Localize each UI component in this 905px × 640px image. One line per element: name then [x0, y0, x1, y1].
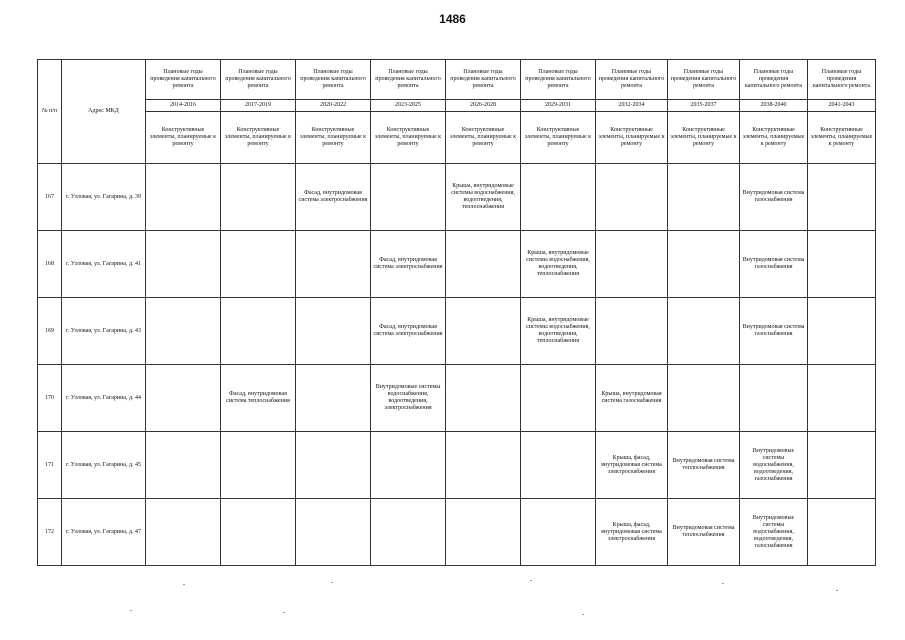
row-period-cell: [296, 365, 371, 432]
row-period-cell: [808, 231, 876, 298]
row-period-cell: Внутридомовая система теплоснабжения: [668, 432, 740, 499]
row-number: 168: [38, 231, 62, 298]
table-row: [38, 365, 876, 432]
header-elements-label: Конструктивные элементы, планируемые к ремонту: [740, 112, 808, 164]
row-number: 172: [38, 499, 62, 566]
row-period-cell: Крыша, фасад, внутридомовая система электроснабжения: [596, 499, 668, 566]
row-period-cell: Фасад, внутридомовая система теплоснабжения: [221, 365, 296, 432]
row-period-cell: [596, 164, 668, 231]
row-address: г. Узловая, ул. Гагарина, д. 43: [62, 298, 146, 365]
row-period-cell: [668, 164, 740, 231]
header-elements-label: Конструктивные элементы, планируемые к ремонту: [446, 112, 521, 164]
table-row: [38, 231, 876, 298]
row-period-cell: [221, 298, 296, 365]
row-period-cell: [808, 432, 876, 499]
header-period: 2023-2025: [371, 100, 446, 112]
row-period-cell: [521, 164, 596, 231]
row-number: 169: [38, 298, 62, 365]
row-period-cell: [446, 298, 521, 365]
row-period-cell: [221, 432, 296, 499]
header-col-address: Адрес МКД: [62, 60, 146, 164]
header-elements-label: Конструктивные элементы, планируемые к ремонту: [521, 112, 596, 164]
table-row: [38, 298, 876, 365]
row-period-cell: [296, 231, 371, 298]
scan-artifacts: [0, 580, 905, 630]
row-period-cell: Крыша, внутридомовые системы водоснабжения, водоотведения, теплоснабжения: [446, 164, 521, 231]
row-address: г. Узловая, ул. Гагарина, д. 45: [62, 432, 146, 499]
table-row: [38, 499, 876, 566]
row-period-cell: [296, 432, 371, 499]
row-period-cell: [446, 499, 521, 566]
row-period-cell: Внутридомовая система газоснабжения: [740, 231, 808, 298]
table-row: [38, 164, 876, 231]
header-plan-years-label: Плановые годы проведения капитального ремонта: [446, 60, 521, 100]
header-period: 2020-2022: [296, 100, 371, 112]
row-period-cell: [371, 432, 446, 499]
row-period-cell: [808, 499, 876, 566]
row-period-cell: [146, 365, 221, 432]
row-period-cell: Внутридомовые системы водоснабжения, водоотведения, газоснабжения: [740, 499, 808, 566]
header-plan-years-label: Плановые годы проведения капитального ремонта: [808, 60, 876, 100]
row-period-cell: [146, 499, 221, 566]
row-address: г. Узловая, ул. Гагарина, д. 39: [62, 164, 146, 231]
row-period-cell: [371, 499, 446, 566]
row-period-cell: [146, 231, 221, 298]
header-plan-years-label: Плановые годы проведения капитального ремонта: [668, 60, 740, 100]
row-period-cell: [146, 432, 221, 499]
header-plan-years-label: Плановые годы проведения капитального ремонта: [221, 60, 296, 100]
row-period-cell: Крыша, фасад, внутридомовая система электроснабжения: [596, 432, 668, 499]
header-period: 2041-2043: [808, 100, 876, 112]
header-period: 2014-2016: [146, 100, 221, 112]
row-period-cell: [596, 298, 668, 365]
header-period: 2029-2031: [521, 100, 596, 112]
row-period-cell: [446, 432, 521, 499]
row-period-cell: Внутридомовая система газоснабжения: [740, 298, 808, 365]
row-period-cell: [221, 164, 296, 231]
row-number: 171: [38, 432, 62, 499]
header-elements-label: Конструктивные элементы, планируемые к ремонту: [371, 112, 446, 164]
row-period-cell: [221, 231, 296, 298]
row-address: г. Узловая, ул. Гагарина, д. 41: [62, 231, 146, 298]
row-period-cell: [446, 365, 521, 432]
row-period-cell: Крыша, внутридомовые системы водоснабжения, водоотведения, теплоснабжения: [521, 298, 596, 365]
row-address: г. Узловая, ул. Гагарина, д. 47: [62, 499, 146, 566]
header-elements-label: Конструктивные элементы, планируемые к ремонту: [146, 112, 221, 164]
header-plan-years-label: Плановые годы проведения капитального ремонта: [296, 60, 371, 100]
row-period-cell: [740, 365, 808, 432]
row-period-cell: Внутридомовые системы водоснабжения, водоотведения, газоснабжения: [740, 432, 808, 499]
row-period-cell: Внутридомовая система теплоснабжения: [668, 499, 740, 566]
header-period: 2032-2034: [596, 100, 668, 112]
row-period-cell: [146, 298, 221, 365]
row-period-cell: [808, 298, 876, 365]
capital-repair-plan-table: [37, 59, 876, 566]
row-period-cell: Внутридомовая система газоснабжения: [740, 164, 808, 231]
row-period-cell: Фасад, внутридомовая система электроснабжения: [371, 298, 446, 365]
header-plan-years-label: Плановые годы проведения капитального ремонта: [371, 60, 446, 100]
header-col-num: № п/п: [38, 60, 62, 164]
table-row: [38, 432, 876, 499]
header-elements-label: Конструктивные элементы, планируемые к ремонту: [596, 112, 668, 164]
header-plan-years-label: Плановые годы проведения капитального ремонта: [740, 60, 808, 100]
header-period: 2017-2019: [221, 100, 296, 112]
row-period-cell: [668, 231, 740, 298]
header-elements-label: Конструктивные элементы, планируемые к ремонту: [221, 112, 296, 164]
row-period-cell: [371, 164, 446, 231]
row-period-cell: [446, 231, 521, 298]
row-period-cell: Крыша, внутридомовая система газоснабжения: [596, 365, 668, 432]
page-number: 1486: [439, 12, 466, 26]
row-period-cell: [668, 365, 740, 432]
row-period-cell: Фасад, внутридомовая система электроснабжения: [296, 164, 371, 231]
header-period: 2026-2028: [446, 100, 521, 112]
row-period-cell: [521, 432, 596, 499]
header-period: 2038-2040: [740, 100, 808, 112]
row-period-cell: [521, 365, 596, 432]
row-period-cell: [146, 164, 221, 231]
header-period: 2035-2037: [668, 100, 740, 112]
row-period-cell: [296, 499, 371, 566]
header-elements-label: Конструктивные элементы, планируемые к ремонту: [668, 112, 740, 164]
row-period-cell: [296, 298, 371, 365]
row-period-cell: Фасад, внутридомовая система электроснабжения: [371, 231, 446, 298]
row-period-cell: [808, 164, 876, 231]
row-period-cell: [668, 298, 740, 365]
row-period-cell: [221, 499, 296, 566]
row-number: 167: [38, 164, 62, 231]
row-period-cell: [596, 231, 668, 298]
header-plan-years-label: Плановые годы проведения капитального ремонта: [521, 60, 596, 100]
header-elements-label: Конструктивные элементы, планируемые к ремонту: [808, 112, 876, 164]
row-number: 170: [38, 365, 62, 432]
row-period-cell: [521, 499, 596, 566]
row-period-cell: Крыша, внутридомовые системы водоснабжения, водоотведения, теплоснабжения: [521, 231, 596, 298]
row-period-cell: [808, 365, 876, 432]
header-plan-years-label: Плановые годы проведения капитального ремонта: [146, 60, 221, 100]
row-address: г. Узловая, ул. Гагарина, д. 44: [62, 365, 146, 432]
header-elements-label: Конструктивные элементы, планируемые к ремонту: [296, 112, 371, 164]
row-period-cell: Внутридомовые системы водоснабжения, водоотведения, электроснабжения: [371, 365, 446, 432]
header-plan-years-label: Плановые годы проведения капитального ремонта: [596, 60, 668, 100]
